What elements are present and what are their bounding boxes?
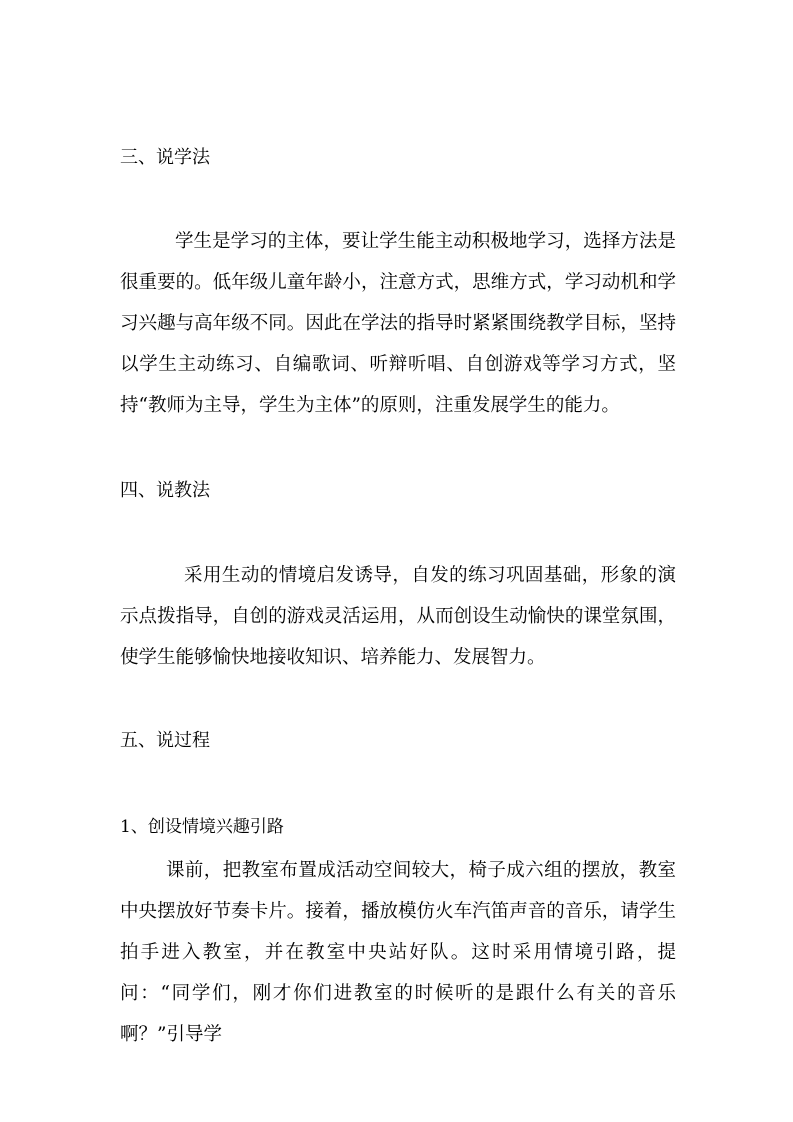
section-heading-process: 五、说过程 [120,730,210,751]
paragraph-step1: 课前，把教室布置成活动空间较大，椅子成六组的摆放，教室中央摆放好节奏卡片。接着，播放模仿火车汽笛声音的音乐，请学生拍手进入教室，并在教室中央站好队。这时采用情境引路，提问：“同学们，刚才你们进教室的时候听的是跟什么有关的音乐啊？”引导学 [120,860,676,1045]
section-heading-learning-method: 三、说学法 [120,147,210,168]
paragraph-learning-method: 学生是学习的主体，要让学生能主动积极地学习，选择方法是很重要的。低年级儿童年龄小，注意方式，思维方式，学习动机和学习兴趣与高年级不同。因此在学法的指导时紧紧围绕教学目标，坚持以学生主动练习、自编歌词、听辩听唱、自创游戏等学习方式，坚持“教师为主导，学生为主体”的原则，注重发展学生的能力。 [120,231,676,416]
paragraph-teaching-method: 采用生动的情境启发诱导，自发的练习巩固基础，形象的演示点拨指导，自创的游戏灵活运用，从而创设生动愉快的课堂氛围，使学生能够愉快地接收知识、培养能力、发展智力。 [120,565,676,668]
section-heading-teaching-method: 四、说教法 [120,480,210,501]
subheading-step1: 1、创设情境兴趣引路 [120,817,284,837]
